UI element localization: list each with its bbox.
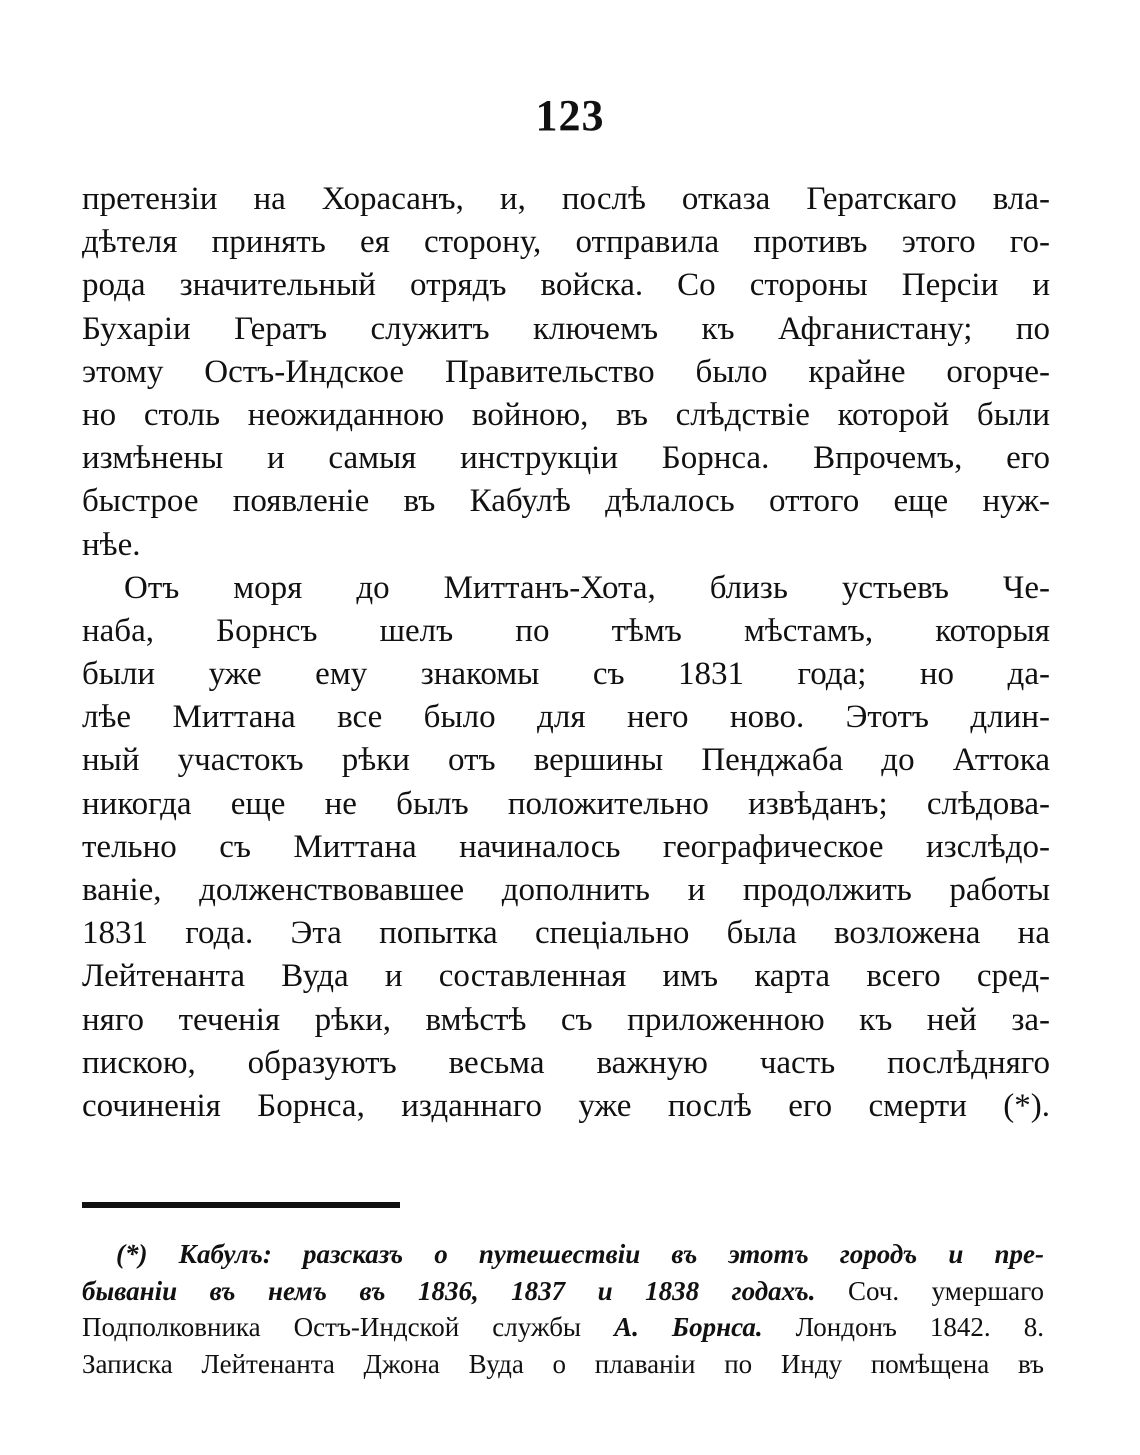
- text-line: Отъ моря до Миттанъ-Хота, близь устьевъ Че-: [124, 569, 1050, 606]
- text-line: 1831 года. Эта попытка спеціально была возложена на: [82, 915, 1050, 952]
- footnote-line: [82, 1309, 1044, 1346]
- footnote: [82, 1236, 1044, 1382]
- text-line: нѣе.: [82, 526, 141, 563]
- text-line: рода значительный отрядъ войска. Со стороны Персіи и: [82, 267, 1050, 304]
- footnote-text: Подполковника Остъ-Индской службы: [82, 1312, 615, 1342]
- text-line: измѣнены и самыя инструкціи Борнса. Впрочемъ, его: [82, 440, 1050, 477]
- text-line: ваніе, долженствовавшее дополнить и продолжить работы: [82, 872, 1050, 908]
- text-line: ный участокъ рѣки отъ вершины Пенджаба до Аттока: [82, 742, 1050, 779]
- text-line: дѣтеля принять ея сторону, отправила противъ этого го-: [82, 224, 1050, 261]
- footnote-line: (*) Кабулъ: разсказъ о путешествіи въ этотъ городъ и пре-: [116, 1239, 1044, 1269]
- text-line: но столь неожиданною войною, въ слѣдствіе которой были: [82, 396, 1050, 433]
- text-line: никогда еще не былъ положительно извѣданъ; слѣдова-: [82, 785, 1050, 822]
- text-line: няго теченія рѣки, вмѣстѣ съ приложенною къ ней за-: [82, 1001, 1050, 1038]
- text-line: тельно съ Миттана начиналось географическое изслѣдо-: [82, 828, 1050, 865]
- footnote-separator: [82, 1202, 400, 1208]
- footnote-italic-text: бываніи въ немъ въ 1836, 1837 и 1838 годахъ.: [82, 1275, 816, 1306]
- text-line: этому Остъ-Индское Правительство было крайне огорче-: [82, 353, 1050, 390]
- text-line: были уже ему знакомы съ 1831 года; но да-: [82, 656, 1050, 693]
- text-line: претензіи на Хорасанъ, и, послѣ отказа Гератскаго вла-: [82, 181, 1050, 217]
- footnote-line: Записка Лейтенанта Джона Вуда о плаваніи по Инду помѣщена въ: [82, 1348, 1044, 1379]
- text-line: Лейтенанта Вуда и составленная имъ карта всего сред-: [82, 958, 1050, 995]
- text-line: сочиненія Борнса, изданнаго уже послѣ его смерти (*).: [82, 1087, 1050, 1124]
- text-line: Бухаріи Гератъ служитъ ключемъ къ Афганистану; по: [82, 310, 1050, 347]
- text-line: наба, Борнсъ шелъ по тѣмъ мѣстамъ, которыя: [82, 612, 1050, 649]
- footnote-italic-text: А. Борнса.: [614, 1312, 763, 1342]
- footnote-text: Соч. умершаго: [815, 1275, 1044, 1306]
- page-number: 123: [535, 91, 605, 140]
- text-line: быстрое появленіе въ Кабулѣ дѣлалось оттого еще нуж-: [82, 483, 1050, 520]
- text-line: лѣе Миттана все было для него ново. Этотъ длин-: [82, 699, 1050, 736]
- text-line: пискою, образуютъ весьма важную часть послѣдняго: [82, 1044, 1050, 1081]
- footnote-text: Лондонъ 1842. 8.: [762, 1312, 1044, 1342]
- main-text: [82, 178, 1050, 1128]
- footnote-line: [82, 1273, 1044, 1310]
